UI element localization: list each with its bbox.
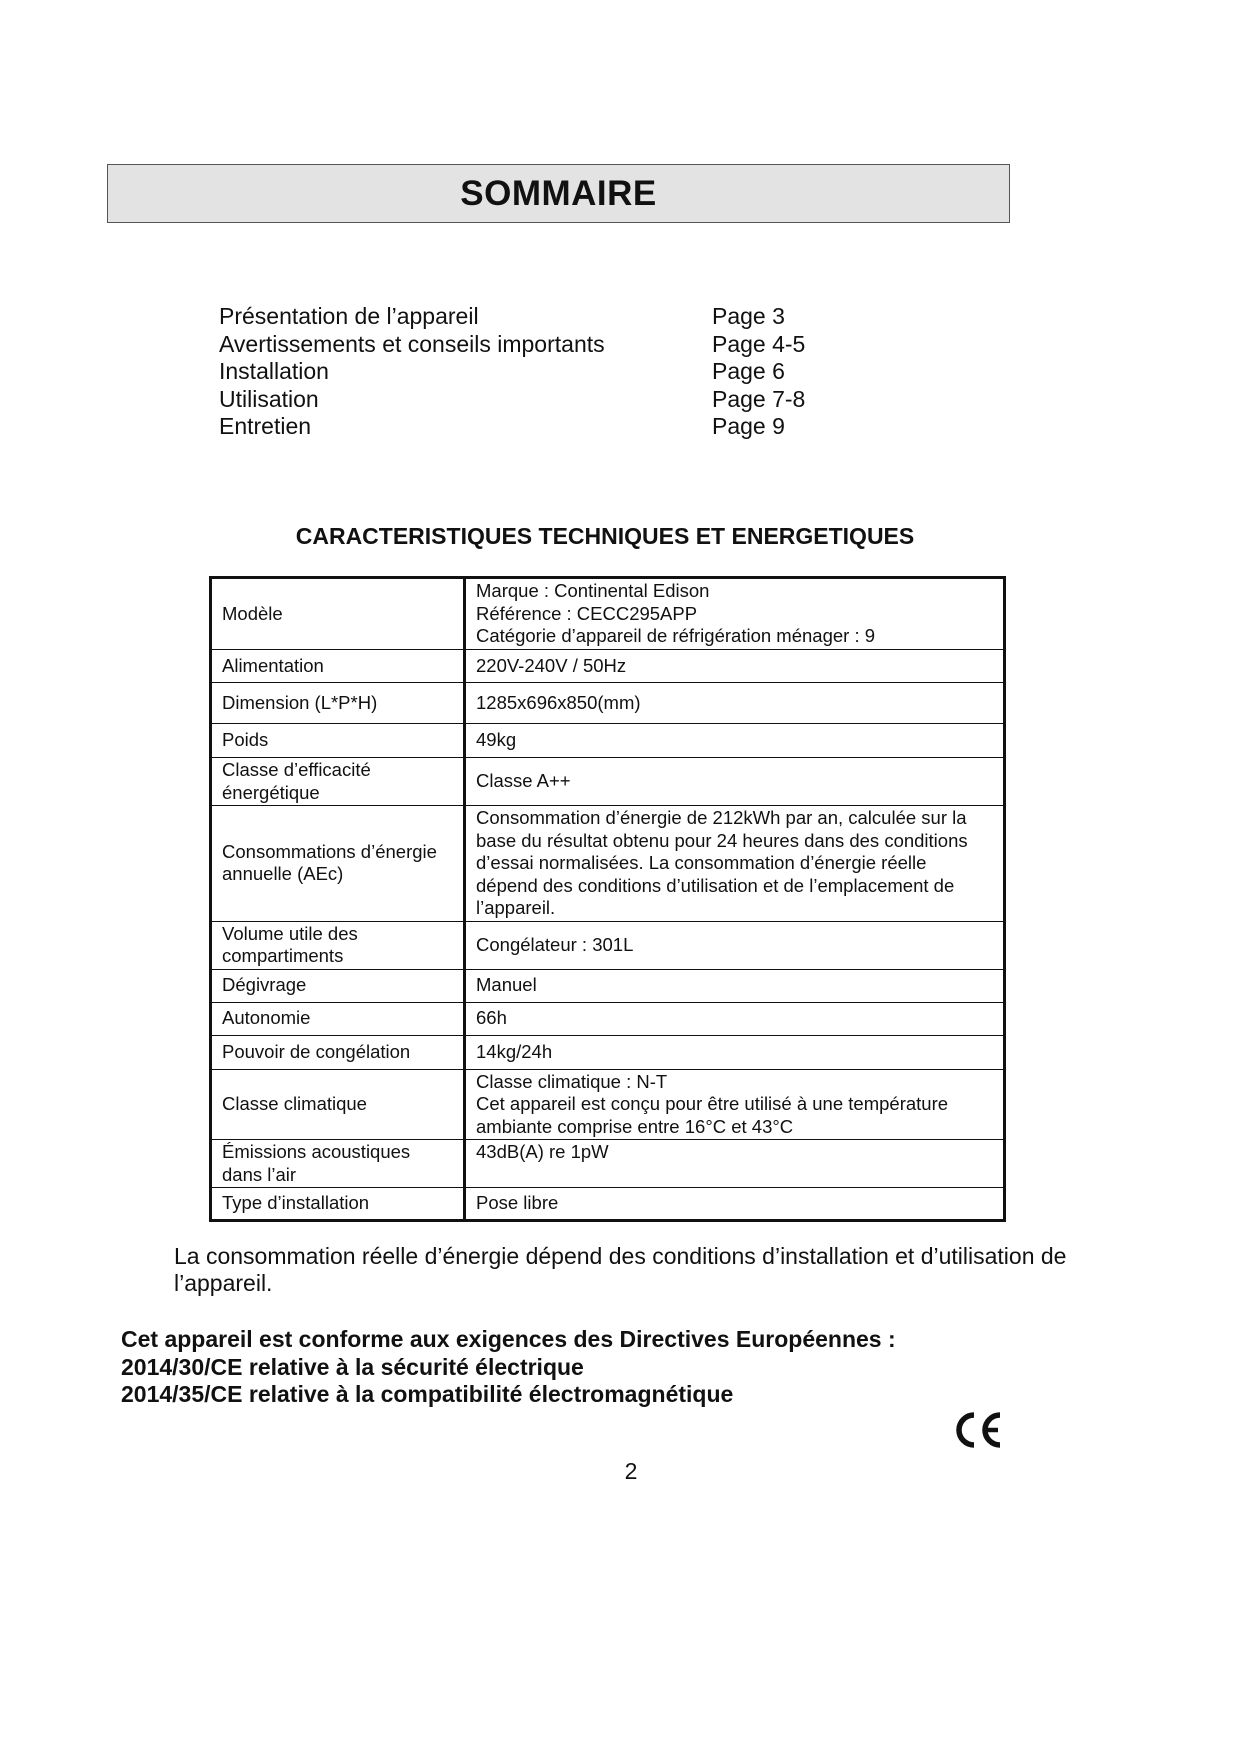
spec-value-volume: Congélateur : 301L (465, 921, 1005, 969)
specs-heading: CARACTERISTIQUES TECHNIQUES ET ENERGETIQUES (295, 523, 915, 549)
table-row (211, 683, 1005, 724)
directive-emc: 2014/35/CE relative à la compatibilité électromagnétique (121, 1381, 734, 1407)
toc-item (219, 303, 839, 331)
spec-value-energy-class: Classe A++ (465, 758, 1005, 806)
spec-value-consumption: Consommation d’énergie de 212kWh par an, calculée sur la base du résultat obtenu pour 24 heures dans des conditions d’essai normalisées. La consommation d’énergie réelle dépend des conditions d’utilisation et de l’emplacement de l’appareil. (465, 806, 1005, 922)
specs-table (209, 576, 1006, 1222)
toc-item-label: Utilisation (219, 385, 319, 412)
toc-item-label: Présentation de l’appareil (219, 303, 479, 329)
table-row (211, 1188, 1005, 1221)
table-row (211, 969, 1005, 1002)
spec-label-weight: Poids (211, 724, 465, 758)
spec-label-dimension: Dimension (L*P*H) (211, 683, 465, 724)
toc-item-page: Page 9 (712, 413, 785, 439)
spec-value-install: Pose libre (465, 1188, 1005, 1221)
spec-climate-description: Cet appareil est conçu pour être utilisé à une température ambiante comprise entre 16°C et 43°C (476, 1093, 949, 1137)
toc-item-label: Entretien (219, 413, 312, 439)
toc-item (219, 386, 839, 414)
toc-item-page: Page 7-8 (712, 385, 806, 412)
spec-label-autonomy: Autonomie (211, 1002, 465, 1035)
spec-value-defrost: Manuel (465, 969, 1005, 1002)
spec-label-volume: Volume utile des compartiments (211, 921, 465, 969)
table-row (211, 1140, 1005, 1188)
ce-mark-icon (953, 1410, 1005, 1450)
spec-label-energy-class: Classe d’efficacité énergétique (211, 758, 465, 806)
spec-value-power: 220V-240V / 50Hz (465, 650, 1005, 683)
spec-model-reference: Référence : CECC295APP (476, 602, 698, 624)
table-row (211, 1035, 1005, 1069)
toc-item-page: Page 4-5 (712, 330, 806, 357)
toc-item-page: Page 6 (712, 358, 785, 384)
spec-label-model: Modèle (211, 578, 465, 650)
spec-value-model (465, 578, 1005, 650)
directive-electrical-safety: 2014/30/CE relative à la sécurité électrique (121, 1353, 584, 1380)
summary-title-box (107, 164, 1010, 223)
spec-label-freezing: Pouvoir de congélation (211, 1035, 465, 1069)
spec-label-climate: Classe climatique (211, 1069, 465, 1140)
spec-model-brand: Marque : Continental Edison (476, 580, 710, 602)
spec-label-noise: Émissions acoustiques dans l’air (211, 1140, 465, 1188)
table-row (211, 921, 1005, 969)
toc-item-page: Page 3 (712, 303, 785, 329)
table-row (211, 758, 1005, 806)
table-row (211, 578, 1005, 650)
spec-value-freezing: 14kg/24h (465, 1035, 1005, 1069)
toc-item-label: Avertissements et conseils importants (219, 330, 605, 357)
spec-model-category: Catégorie d’appareil de réfrigération ménager : 9 (476, 625, 876, 647)
spec-climate-class: Classe climatique : N-T (476, 1070, 668, 1092)
spec-label-consumption: Consommations d’énergie annuelle (AEc) (211, 806, 465, 922)
spec-value-weight: 49kg (465, 724, 1005, 758)
spec-value-dimension: 1285x696x850(mm) (465, 683, 1005, 724)
toc-item-label: Installation (219, 358, 329, 384)
table-row (211, 1069, 1005, 1140)
spec-label-defrost: Dégivrage (211, 969, 465, 1002)
table-row (211, 806, 1005, 922)
page-number: 2 (624, 1458, 638, 1484)
spec-label-install: Type d’installation (211, 1188, 465, 1221)
spec-value-autonomy: 66h (465, 1002, 1005, 1035)
toc-item (219, 331, 839, 359)
spec-value-noise: 43dB(A) re 1pW (465, 1140, 1005, 1188)
spec-label-power: Alimentation (211, 650, 465, 683)
summary-title: SOMMAIRE (460, 173, 657, 213)
directives-block (121, 1326, 1021, 1409)
toc-item (219, 413, 839, 441)
table-of-contents (219, 303, 839, 441)
table-row (211, 650, 1005, 683)
table-row (211, 1002, 1005, 1035)
directives-intro: Cet appareil est conforme aux exigences des Directives Européennes : (121, 1326, 896, 1352)
toc-item (219, 358, 839, 386)
table-row (211, 724, 1005, 758)
energy-note: La consommation réelle d’énergie dépend des conditions d’installation et d’utilisation de l’appareil. (174, 1243, 1067, 1296)
spec-value-climate (465, 1069, 1005, 1140)
